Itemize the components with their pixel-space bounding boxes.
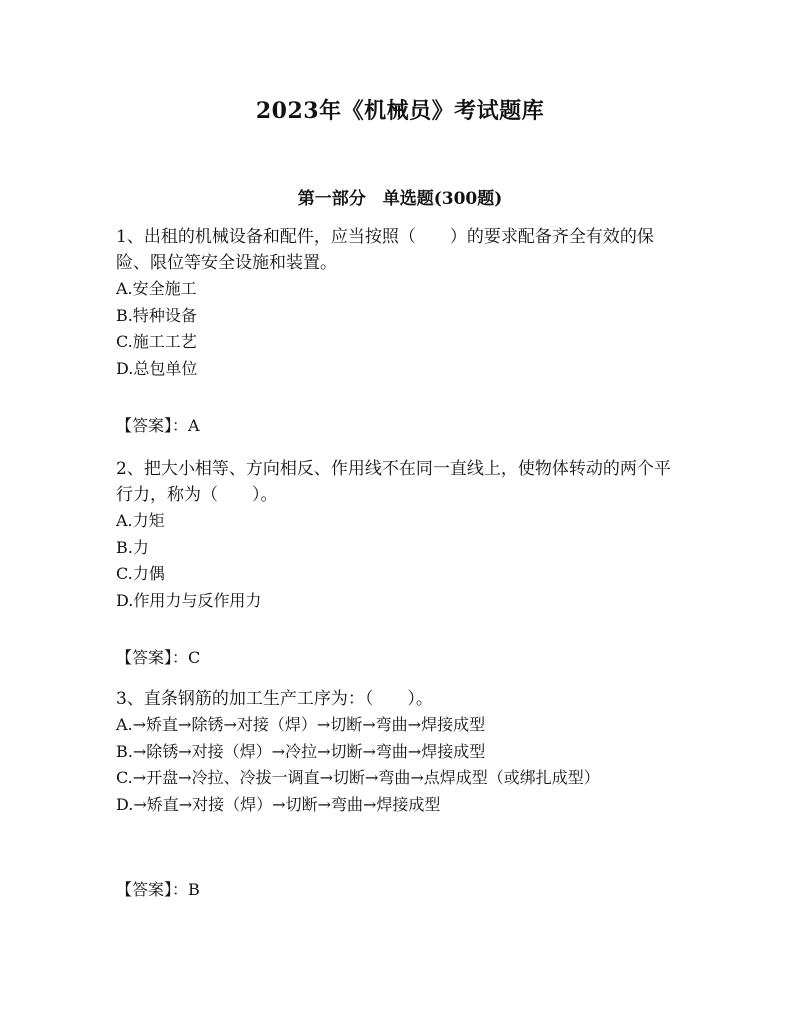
question-text: 2、把大小相等、方向相反、作用线不在同一直线上，使物体转动的两个平行力，称为（ ）。 xyxy=(116,459,671,505)
option-b: B.特种设备 xyxy=(116,305,197,325)
question-text: 3、直条钢筋的加工生产工序为：（ ）。 xyxy=(116,689,433,709)
option-a: A.→矫直→除锈→对接（焊）→切断→弯曲→焊接成型 xyxy=(116,715,486,734)
option-d: D.作用力与反作用力 xyxy=(116,590,262,610)
answer-2: 【答案】：C xyxy=(116,648,201,667)
option-c: C.力偶 xyxy=(116,564,165,583)
section-heading: 第一部分 单选题(300题) xyxy=(297,189,503,209)
option-c: C.施工工艺 xyxy=(116,332,197,351)
option-d: D.总包单位 xyxy=(116,358,198,378)
option-b: B.力 xyxy=(116,537,149,557)
question-3 xyxy=(116,686,686,818)
option-d: D.→矫直→对接（焊）→切断→弯曲→焊接成型 xyxy=(116,794,441,814)
document-title: 2023年《机械员》考试题库 xyxy=(255,98,545,124)
question-text: 1、出租的机械设备和配件，应当按照（ ）的要求配备齐全有效的保险、限位等安全设施和装置。 xyxy=(116,227,654,273)
option-c: C.→开盘→冷拉、冷拔一调直→切断→弯曲→点焊成型（或绑扎成型） xyxy=(116,768,600,787)
answer-3: 【答案】：B xyxy=(116,880,200,899)
question-2 xyxy=(116,456,686,614)
answer-1: 【答案】：A xyxy=(116,416,200,435)
option-a: A.力矩 xyxy=(116,511,165,530)
option-b: B.→除锈→对接（焊）→冷拉→切断→弯曲→焊接成型 xyxy=(116,741,486,761)
question-1 xyxy=(116,224,686,382)
option-a: A.安全施工 xyxy=(116,279,197,298)
